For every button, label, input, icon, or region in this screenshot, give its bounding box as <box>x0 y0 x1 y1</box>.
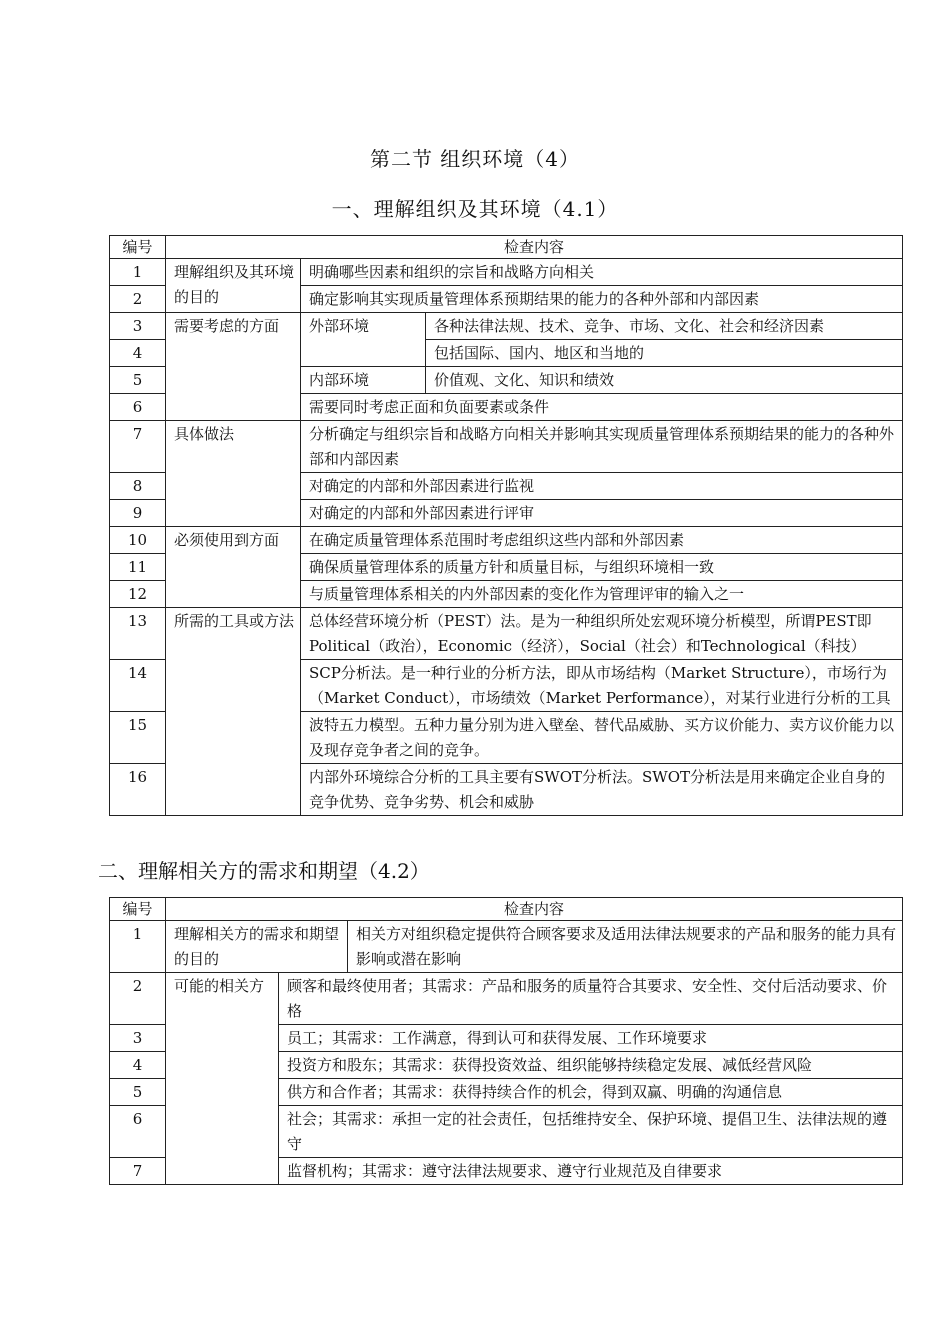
table-header-row <box>110 236 903 259</box>
row-text: 确定影响其实现质量管理体系预期结果的能力的各种外部和内部因素 <box>301 286 903 313</box>
row-text: 与质量管理体系相关的内外部因素的变化作为管理评审的输入之一 <box>301 581 903 608</box>
table-header-row <box>110 898 903 921</box>
group-consider: 需要考虑的方面 <box>166 313 301 421</box>
table-interested-parties <box>109 897 903 1185</box>
group-internal: 内部环境 <box>301 367 426 394</box>
row-no: 6 <box>110 394 166 421</box>
row-text: 对确定的内部和外部因素进行监视 <box>301 473 903 500</box>
header-content: 检查内容 <box>166 898 903 921</box>
row-text: 分析确定与组织宗旨和战略方向相关并影响其实现质量管理体系预期结果的能力的各种外部和内部因素 <box>301 421 903 473</box>
row-no: 10 <box>110 527 166 554</box>
table-row <box>110 259 903 286</box>
row-no: 5 <box>110 367 166 394</box>
group-purpose: 理解相关方的需求和期望的目的 <box>166 921 348 973</box>
table-row <box>110 421 903 473</box>
row-no: 2 <box>110 973 166 1025</box>
row-no: 3 <box>110 313 166 340</box>
row-no: 2 <box>110 286 166 313</box>
group-external: 外部环境 <box>301 313 426 367</box>
row-no: 4 <box>110 1052 166 1079</box>
group-tools: 所需的工具或方法 <box>166 608 301 816</box>
row-no: 8 <box>110 473 166 500</box>
row-text: 相关方对组织稳定提供符合顾客要求及适用法律法规要求的产品和服务的能力具有影响或潜在影响 <box>348 921 903 973</box>
row-text: 对确定的内部和外部因素进行评审 <box>301 500 903 527</box>
row-text: 社会；其需求：承担一定的社会责任，包括维持安全、保护环境、提倡卫生、法律法规的遵守 <box>279 1106 903 1158</box>
row-text: 明确哪些因素和组织的宗旨和战略方向相关 <box>301 259 903 286</box>
section2-heading: 二、理解相关方的需求和期望（4.2） <box>98 859 430 883</box>
table-row <box>110 973 903 1025</box>
group-practice: 具体做法 <box>166 421 301 527</box>
table-row <box>110 608 903 660</box>
row-no: 4 <box>110 340 166 367</box>
table-understanding-organization <box>109 235 903 816</box>
group-must-use: 必须使用到方面 <box>166 527 301 608</box>
row-no: 14 <box>110 660 166 712</box>
row-no: 15 <box>110 712 166 764</box>
row-text: 需要同时考虑正面和负面要素或条件 <box>301 394 903 421</box>
row-no: 11 <box>110 554 166 581</box>
header-no: 编号 <box>110 898 166 921</box>
section1-heading: 一、理解组织及其环境（4.1） <box>331 197 619 221</box>
table-row <box>110 313 903 340</box>
row-no: 5 <box>110 1079 166 1106</box>
row-text: 包括国际、国内、地区和当地的 <box>426 340 903 367</box>
row-text: 确保质量管理体系的质量方针和质量目标，与组织环境相一致 <box>301 554 903 581</box>
row-no: 12 <box>110 581 166 608</box>
row-text: 各种法律法规、技术、竞争、市场、文化、社会和经济因素 <box>426 313 903 340</box>
row-text: 顾客和最终使用者；其需求：产品和服务的质量符合其要求、安全性、交付后活动要求、价格 <box>279 973 903 1025</box>
header-content: 检查内容 <box>166 236 903 259</box>
row-no: 7 <box>110 421 166 473</box>
row-text: 内部外环境综合分析的工具主要有SWOT分析法。SWOT分析法是用来确定企业自身的竞争优势、竞争劣势、机会和威胁 <box>301 764 903 816</box>
row-text: 价值观、文化、知识和绩效 <box>426 367 903 394</box>
row-no: 1 <box>110 259 166 286</box>
group-purpose: 理解组织及其环境的目的 <box>166 259 301 313</box>
header-no: 编号 <box>110 236 166 259</box>
row-no: 1 <box>110 921 166 973</box>
group-parties: 可能的相关方 <box>166 973 279 1185</box>
row-text: SCP分析法。是一种行业的分析方法，即从市场结构（Market Structure），市场行为（Market Conduct），市场绩效（Market Performance），对某行业进行分析的工具 <box>301 660 903 712</box>
row-no: 16 <box>110 764 166 816</box>
row-text: 投资方和股东；其需求：获得投资效益、组织能够持续稳定发展、减低经营风险 <box>279 1052 903 1079</box>
row-no: 6 <box>110 1106 166 1158</box>
row-no: 3 <box>110 1025 166 1052</box>
row-no: 7 <box>110 1158 166 1185</box>
row-text: 供方和合作者；其需求：获得持续合作的机会，得到双赢、明确的沟通信息 <box>279 1079 903 1106</box>
row-no: 9 <box>110 500 166 527</box>
table-row <box>110 527 903 554</box>
row-text: 总体经营环境分析（PEST）法。是为一种组织所处宏观环境分析模型，所谓PEST即 Political（政治），Economic（经济），Social（社会）和Technological（科技） <box>301 608 903 660</box>
row-text: 监督机构；其需求：遵守法律法规要求、遵守行业规范及自律要求 <box>279 1158 903 1185</box>
row-text: 员工；其需求：工作满意，得到认可和获得发展、工作环境要求 <box>279 1025 903 1052</box>
page-title: 第二节 组织环境（4） <box>369 147 581 171</box>
row-text: 波特五力模型。五种力量分别为进入壁垒、替代品威胁、买方议价能力、卖方议价能力以及现存竞争者之间的竞争。 <box>301 712 903 764</box>
row-text: 在确定质量管理体系范围时考虑组织这些内部和外部因素 <box>301 527 903 554</box>
row-no: 13 <box>110 608 166 660</box>
table-row <box>110 921 903 973</box>
